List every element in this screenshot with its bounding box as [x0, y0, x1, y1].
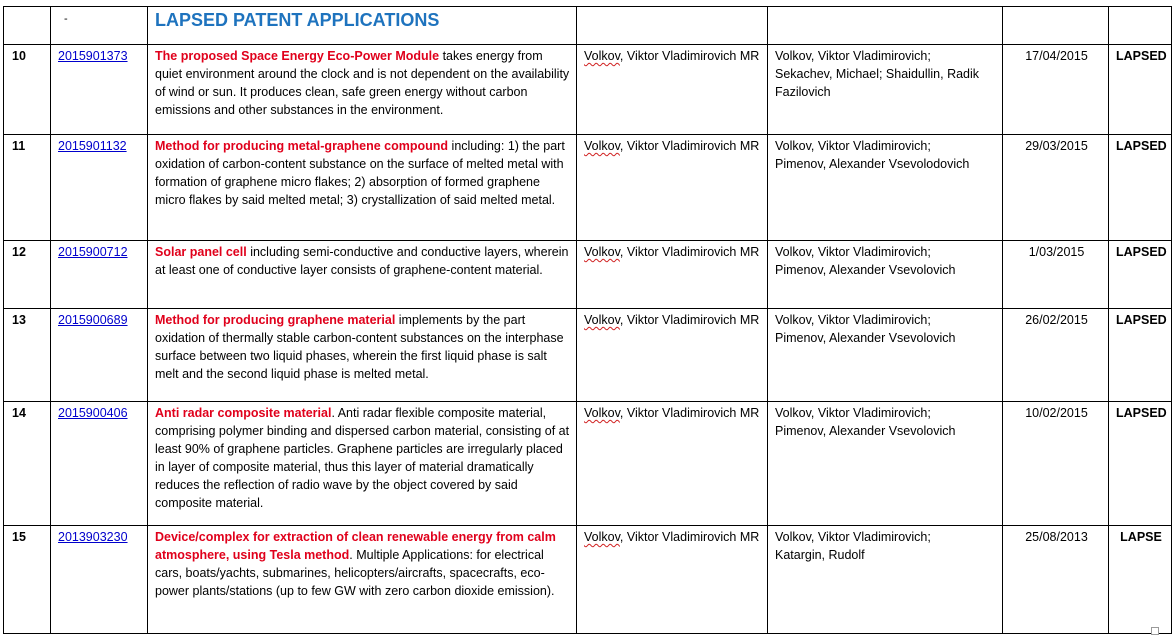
application-number-link[interactable]: 2015900406: [58, 406, 128, 420]
patent-title: Anti radar composite material: [155, 406, 332, 420]
header-empty-cell: [1003, 7, 1109, 45]
applicant-rest: , Viktor Vladimirovich MR: [619, 139, 760, 153]
resize-corner: [1151, 627, 1159, 635]
patent-title: The proposed Space Energy Eco-Power Module: [155, 49, 440, 63]
applicant-surname: Volkov: [584, 313, 620, 327]
applicant-surname: Volkov: [584, 139, 620, 153]
applicant-cell: [577, 45, 768, 135]
patent-description-cell: [148, 241, 577, 309]
status-badge: LAPSED: [1109, 309, 1172, 402]
applicant-rest: , Viktor Vladimirovich MR: [619, 530, 760, 544]
patent-description-cell: [148, 526, 577, 634]
patent-description: including: 1) the part oxidation of carbon-content substance on the surface of melted metal with formation of graphene micro flakes; 2) absorption of formed graphene micro flakes by said melted metal; 3) crystallization of said melted metal.: [155, 139, 565, 207]
table-row: [4, 526, 1172, 634]
applicant-rest: , Viktor Vladimirovich MR: [619, 49, 760, 63]
patent-description: . Anti radar flexible composite material, comprising polymer binding and dispersed carbon material, consisting of at least 90% of graphene particles. Graphene particles are irregularly placed in layer of composite material, thus this layer of material dramatically reduces the reflection of radio wave by the object covered by said composite material.: [155, 406, 570, 510]
table-row: [4, 309, 1172, 402]
application-number-cell: [51, 135, 148, 241]
patent-title: Method for producing graphene material: [155, 313, 396, 327]
applicant-cell: [577, 135, 768, 241]
status-badge: LAPSED: [1109, 241, 1172, 309]
application-number-link[interactable]: 2015900712: [58, 245, 128, 259]
application-number-link[interactable]: 2013903230: [58, 530, 128, 544]
table-row: [4, 402, 1172, 526]
inventor-secondary: Pimenov, Alexander Vsevolovich: [775, 263, 956, 277]
inventors-cell: [768, 241, 1003, 309]
row-number: 10: [4, 45, 51, 135]
header-empty-cell: [577, 7, 768, 45]
applicant-rest: , Viktor Vladimirovich MR: [619, 245, 760, 259]
filing-date: 17/04/2015: [1003, 45, 1109, 135]
inventor-secondary: Pimenov, Alexander Vsevolovich: [775, 424, 956, 438]
table-row: [4, 241, 1172, 309]
inventors-cell: [768, 402, 1003, 526]
application-number-cell: [51, 402, 148, 526]
inventor-secondary: Katargin, Rudolf: [775, 548, 865, 562]
inventor-secondary: Pimenov, Alexander Vsevolovich: [775, 331, 956, 345]
application-number-link[interactable]: 2015900689: [58, 313, 128, 327]
header-dash: -: [64, 13, 68, 25]
patent-title: Method for producing metal-graphene compound: [155, 139, 449, 153]
application-number-cell: [51, 241, 148, 309]
application-number-cell: [51, 45, 148, 135]
inventors-cell: [768, 45, 1003, 135]
inventor-primary: Volkov, Viktor Vladimirovich;: [775, 139, 931, 153]
inventors-cell: [768, 526, 1003, 634]
application-number-cell: [51, 309, 148, 402]
inventors-cell: [768, 309, 1003, 402]
status-badge: LAPSED: [1109, 45, 1172, 135]
application-number-link[interactable]: 2015901373: [58, 49, 128, 63]
inventor-primary: Volkov, Viktor Vladimirovich;: [775, 245, 931, 259]
filing-date: 25/08/2013: [1003, 526, 1109, 634]
filing-date: 26/02/2015: [1003, 309, 1109, 402]
applicant-cell: [577, 241, 768, 309]
patent-table: [3, 6, 1172, 634]
status-badge: LAPSED: [1109, 402, 1172, 526]
applicant-cell: [577, 526, 768, 634]
header-dash-cell: [51, 7, 148, 45]
patent-description-cell: [148, 402, 577, 526]
inventor-primary: Volkov, Viktor Vladimirovich;: [775, 49, 931, 63]
table-row: [4, 45, 1172, 135]
row-number: 12: [4, 241, 51, 309]
applicant-surname: Volkov: [584, 245, 620, 259]
patent-description: . Multiple Applications: for electrical cars, boats/yachts, submarines, helicopters/aircrafts, spacecrafts, eco-power plants/stations (up to few GW with zero carbon dioxide emission).: [155, 548, 555, 598]
table-row: [4, 135, 1172, 241]
application-number-link[interactable]: 2015901132: [58, 139, 127, 153]
header-num-cell: [4, 7, 51, 45]
row-number: 11: [4, 135, 51, 241]
patent-description-cell: [148, 45, 577, 135]
inventor-secondary: Pimenov, Alexander Vsevolodovich: [775, 157, 970, 171]
applicant-surname: Volkov: [584, 406, 620, 420]
filing-date: 10/02/2015: [1003, 402, 1109, 526]
patent-description: takes energy from quiet environment around the clock and is not dependent on the availability of wind or sun. It produces clean, safe green energy without carbon emissions and other substances in the environment.: [155, 49, 570, 117]
page-title: LAPSED PATENT APPLICATIONS: [155, 10, 440, 30]
patent-description: implements by the part oxidation of thermally stable carbon-content substances on the interphase surface between two liquid phases, wherein the first liquid phase is salt melt and the second liquid phase is melted metal.: [155, 313, 564, 381]
patent-description-cell: [148, 309, 577, 402]
filing-date: 1/03/2015: [1003, 241, 1109, 309]
inventor-primary: Volkov, Viktor Vladimirovich;: [775, 406, 931, 420]
row-number: 14: [4, 402, 51, 526]
applicant-surname: Volkov: [584, 530, 620, 544]
status-badge: LAPSE: [1109, 526, 1172, 634]
inventor-primary: Volkov, Viktor Vladimirovich;: [775, 530, 931, 544]
patent-title: Solar panel cell: [155, 245, 247, 259]
table-body: [4, 45, 1172, 634]
status-badge: LAPSED: [1109, 135, 1172, 241]
header-empty-cell: [1109, 7, 1172, 45]
row-number: 13: [4, 309, 51, 402]
header-title-cell: [148, 7, 577, 45]
applicant-cell: [577, 402, 768, 526]
inventors-cell: [768, 135, 1003, 241]
patent-title: Device/complex for extraction of clean renewable energy from calm atmosphere, using Tesla method: [155, 530, 556, 562]
header-row: [4, 7, 1172, 45]
applicant-rest: , Viktor Vladimirovich MR: [619, 313, 760, 327]
inventor-secondary: Sekachev, Michael; Shaidullin, Radik Fazilovich: [775, 67, 980, 99]
applicant-cell: [577, 309, 768, 402]
applicant-surname: Volkov: [584, 49, 620, 63]
inventor-primary: Volkov, Viktor Vladimirovich;: [775, 313, 931, 327]
patent-description-cell: [148, 135, 577, 241]
application-number-cell: [51, 526, 148, 634]
applicant-rest: , Viktor Vladimirovich MR: [619, 406, 760, 420]
filing-date: 29/03/2015: [1003, 135, 1109, 241]
row-number: 15: [4, 526, 51, 634]
patent-description: including semi-conductive and conductive layers, wherein at least one of conductive layer consists of graphene-content material.: [155, 245, 569, 277]
header-empty-cell: [768, 7, 1003, 45]
